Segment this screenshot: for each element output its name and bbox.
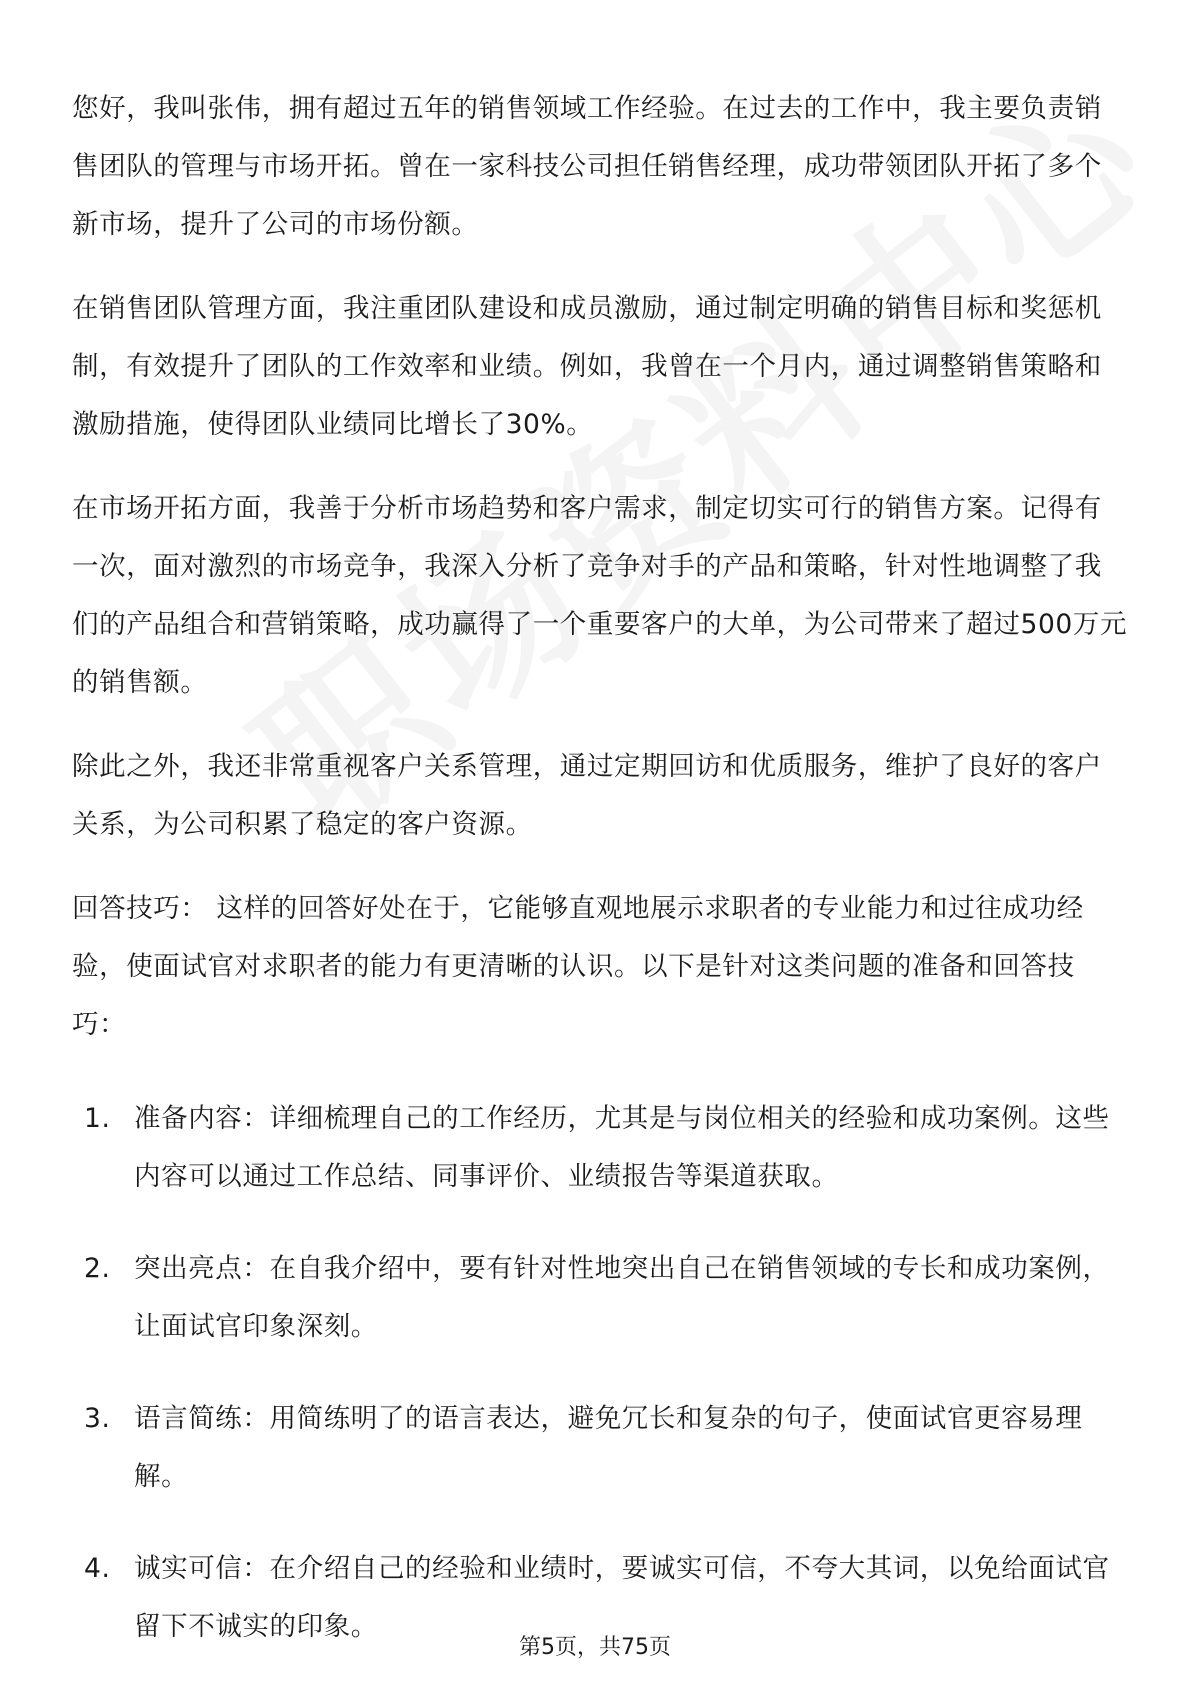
paragraph-market-expansion: 在市场开拓方面，我善于分析市场趋势和客户需求，制定切实可行的销售方案。记得有一次，面对激烈的市场竞争，我深入分析了竞争对手的产品和策略，针对性地调整了我们的产品组合和营销策略，成功赢得了一个重要客户的大单，为公司带来了超过500万元的销售额。 <box>72 493 1128 698</box>
paragraph-intro: 您好，我叫张伟，拥有超过五年的销售领域工作经验。在过去的工作中，我主要负责销售团队的管理与市场开拓。曾在一家科技公司担任销售经理，成功带领团队开拓了多个新市场，提升了公司的市场份额。 <box>72 93 1102 240</box>
list-item-text: 诚实可信：在介绍自己的经验和业绩时，要诚实可信，不夸大其词，以免给面试官留下不诚实的印象。 <box>134 1553 1110 1642</box>
list-item <box>72 1240 1128 1356</box>
list-item-number: 3. <box>84 1403 111 1434</box>
list-item <box>72 1390 1128 1506</box>
page-number-footer: 第5页，共75页 <box>519 1635 671 1660</box>
list-item-number: 1. <box>84 1103 111 1134</box>
paragraph-customer-relations: 除此之外，我还非常重视客户关系管理，通过定期回访和优质服务，维护了良好的客户关系，为公司积累了稳定的客户资源。 <box>72 751 1102 840</box>
list-item-text: 语言简练：用简练明了的语言表达，避免冗长和复杂的句子，使面试官更容易理解。 <box>134 1403 1083 1492</box>
list-item-number: 4. <box>84 1553 111 1584</box>
paragraph-team-management: 在销售团队管理方面，我注重团队建设和成员激励，通过制定明确的销售目标和奖惩机制，有效提升了团队的工作效率和业绩。例如，我曾在一个月内，通过调整销售策略和激励措施，使得团队业绩同比增长了30%。 <box>72 293 1102 440</box>
list-item <box>72 1090 1128 1206</box>
list-item-text: 准备内容：详细梳理自己的工作经历，尤其是与岗位相关的经验和成功案例。这些内容可以通过工作总结、同事评价、业绩报告等渠道获取。 <box>134 1103 1110 1192</box>
main-content <box>72 80 1128 1690</box>
paragraph-answer-tips: 回答技巧： 这样的回答好处在于，它能够直观地展示求职者的专业能力和过往成功经验，使面试官对求职者的能力有更清晰的认识。以下是针对这类问题的准备和回答技巧： <box>72 893 1084 1040</box>
list-item-text: 突出亮点：在自我介绍中，要有针对性地突出自己在销售领域的专长和成功案例，让面试官印象深刻。 <box>134 1253 1110 1342</box>
list-item-number: 2. <box>84 1253 111 1284</box>
